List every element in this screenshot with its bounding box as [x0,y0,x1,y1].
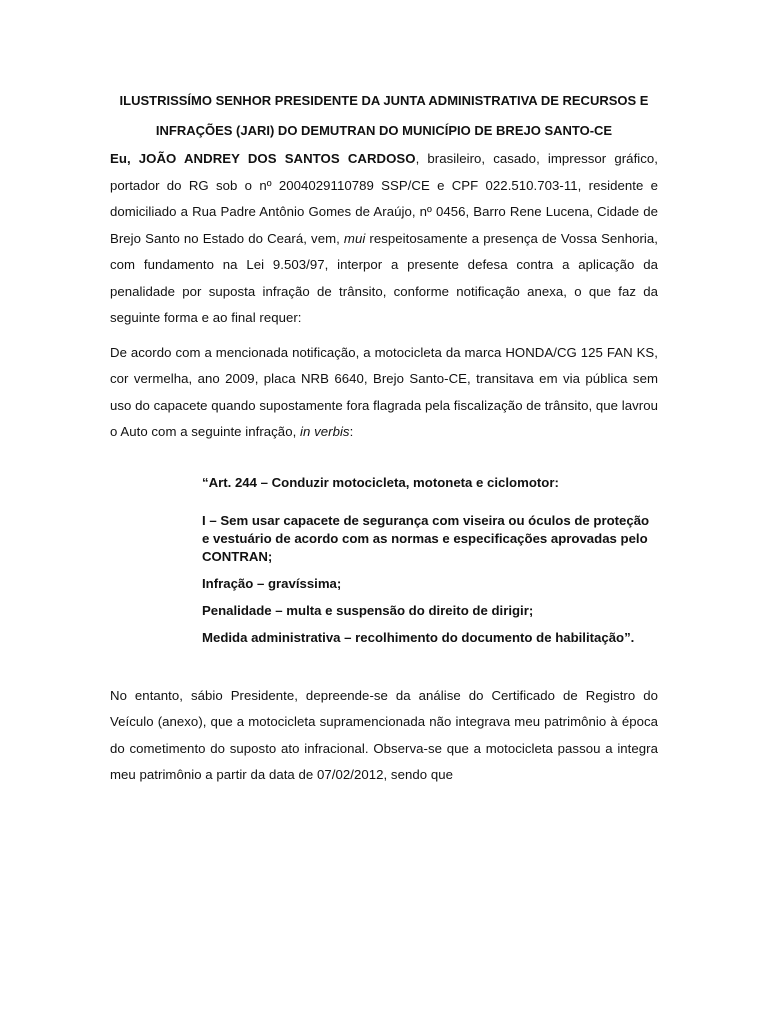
quote-item-1: I – Sem usar capacete de segurança com viseira ou óculos de proteção e vestuário de acordo com as normas e especificações aprovadas pelo CONTRAN; [202,512,650,564]
facts-text-a: De acordo com a mencionada notificação, a motocicleta da marca HONDA/CG 125 FAN KS, cor vermelha, ano 2009, placa NRB 6640, Brejo Santo-CE, transitava em via pública sem uso do capacete quando supostamente fora flagrada pela fiscalização de trânsito, que lavrou o Auto com a seguinte infração, [110,344,658,439]
quote-item-2: Infração – gravíssima; [202,575,342,591]
intro-italic: mui [343,230,366,246]
intro-text-b: respeitosamente a presença de Vossa Senhoria, com fundamento na Lei 9.503/97, interpor a presente defesa contra a aplicação da penalidade por suposta infração de trânsito, conforme notificação anexa, o que faz da seguinte forma e ao final requer: [110,230,658,325]
quote-title: “Art. 244 – Conduzir motocicleta, motoneta e ciclomotor: [202,474,559,490]
petitioner-name: Eu, JOÃO ANDREY DOS SANTOS CARDOSO [110,151,416,166]
facts-italic: in verbis [300,424,350,439]
quote-item-3: Penalidade – multa e suspensão do direito de dirigir; [202,602,534,618]
final-paragraph: No entanto, sábio Presidente, depreende-se da análise do Certificado de Registro do Veículo (anexo), que a motocicleta supramencionada não integrava meu patrimônio à época do cometimento do suposto ato infracional. Observa-se que a motocicleta passou a integra meu patrimônio a partir da data de 07/02/2012, sendo que [110,687,658,782]
legal-quote [202,474,658,647]
quote-item-4: Medida administrativa – recolhimento do documento de habilitação”. [202,629,635,645]
facts-paragraph [110,340,658,446]
heading-line-2: INFRAÇÕES (JARI) DO DEMUTRAN DO MUNICÍPIO DE BREJO SANTO-CE [155,123,613,138]
facts-text-b: : [349,424,354,439]
intro-text-a: , brasileiro, casado, impressor gráfico, portador do RG sob o nº 2004029110789 SSP/CE e CPF 022.510.703-11, residente e domiciliado a Rua Padre Antônio Gomes de Araújo, nº 0456, Barro Rene Lucena, Cidade de Brejo Santo no Estado do Ceará, vem, [110,151,658,246]
heading-line-1: ILUSTRISSÍMO SENHOR PRESIDENTE DA JUNTA ADMINISTRATIVA DE RECURSOS E [119,93,649,108]
intro-paragraph [110,146,658,332]
document-heading [110,86,658,146]
